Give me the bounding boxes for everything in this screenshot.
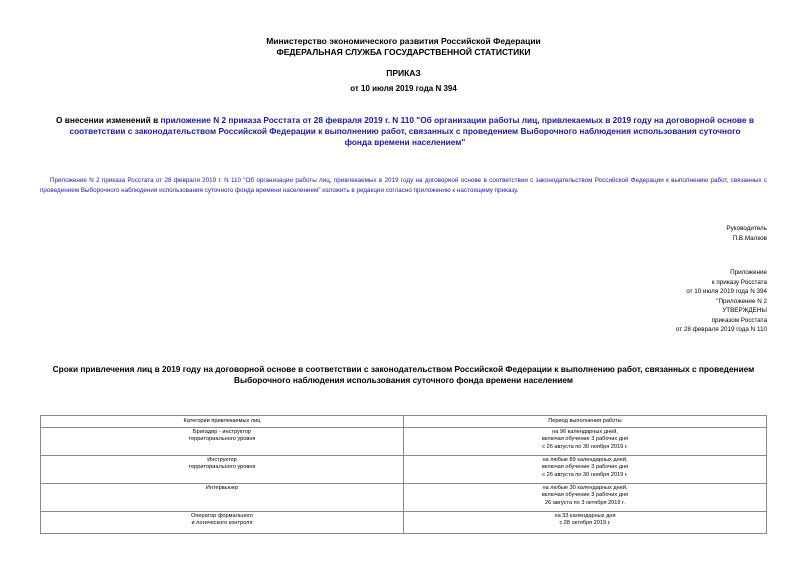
appendix-line-6: приказом Росстата	[711, 316, 767, 324]
cell-text: территориального уровня	[188, 436, 256, 443]
schedule-table	[40, 415, 767, 534]
cell-text: с 26 августа по 30 ноября 2019 г.	[542, 471, 628, 478]
cell-text: с 28 октября 2019 г.	[559, 520, 611, 527]
document-type: ПРИКАЗ	[386, 68, 421, 78]
cell-text: 26 августа по 3 октября 2019 г.	[545, 499, 625, 506]
period-cell	[404, 456, 767, 484]
subject-link[interactable]: приложение N 2 приказа Росстата от 28 февраля 2019 г. N 110 "Об организации работы лиц, привлекаемых в 2019 году на договорной основе в соответствии с законодательством Российской Федерации к выполнению работ, связанных с проведением Выборочного наблюдения использования суточного фонда времени населением"	[69, 115, 754, 147]
table-title: Сроки привлечения лиц в 2019 году на договорной основе в соответствии с законодательством Российской Федерации к выполнению работ, связанных с проведением Выборочного наблюдения использования суточного фонда времени населением	[52, 364, 755, 385]
period-cell	[404, 428, 767, 456]
cell-text: территориального уровня	[188, 464, 256, 471]
table-row	[41, 428, 767, 456]
cell-text: Оператор формального	[190, 513, 254, 520]
period-cell	[404, 512, 767, 534]
table-row	[41, 484, 767, 512]
signatory-name: П.В.Малков	[732, 234, 767, 242]
cell-text: на любые 30 календарных дней,	[542, 485, 628, 492]
ministry-title: Министерство экономического развития Российской Федерации	[266, 36, 541, 46]
table-row	[41, 456, 767, 484]
period-cell	[404, 484, 767, 512]
order-date-number: от 10 июля 2019 года N 394	[350, 84, 457, 93]
signature-block	[726, 224, 767, 243]
order-subject	[55, 115, 755, 148]
subject-prefix: О внесении изменений в	[56, 115, 161, 125]
appendix-line-1: Приложение	[730, 269, 767, 276]
column-header-period: Период выполнения работы	[404, 416, 767, 428]
appendix-line-7: от 28 февраля 2019 года N 110	[675, 326, 767, 333]
cell-text: Интервьюер	[205, 485, 239, 492]
cell-text: включая обучение 3 рабочих дня	[541, 464, 629, 471]
appendix-line-3: от 10 июля 2019 года N 394	[686, 288, 767, 295]
category-cell	[41, 484, 404, 512]
cell-text: Инструктор	[207, 457, 237, 464]
category-cell	[41, 456, 404, 484]
appendix-block	[676, 268, 767, 335]
cell-text: и логического контроля	[191, 520, 253, 527]
appendix-line-2: к приказу Росстата	[711, 278, 767, 286]
table-row	[41, 512, 767, 534]
cell-text: на любые 89 календарных дней,	[542, 457, 628, 464]
category-cell	[41, 512, 404, 534]
signatory-position: Руководитель	[726, 225, 767, 232]
cell-text: Бригадир - инструктор	[192, 429, 252, 436]
cell-text: на 96 календарных дней,	[552, 429, 618, 436]
cell-text: включая обучение 3 рабочих дня	[541, 436, 629, 443]
order-body-link[interactable]: Приложение N 2 приказа Росстата от 28 февраля 2019 г. N 110 "Об организации работы лиц, привлекаемых в 2019 году на договорной основе в соответствии с законодательством Российской Федерации к выполнению работ, связанных с проведением Выборочного наблюдения использования суточного фонда времени населением" изложить в редакции согласно приложению к настоящему приказу.	[40, 177, 767, 194]
column-header-category: Категории привлекаемых лиц	[41, 416, 404, 428]
category-cell	[41, 428, 404, 456]
cell-text: на 33 календарных дня	[554, 513, 616, 520]
service-title: ФЕДЕРАЛЬНАЯ СЛУЖБА ГОСУДАРСТВЕННОЙ СТАТИСТИКИ	[276, 47, 531, 57]
cell-text: включая обучение 3 рабочих дня	[541, 492, 629, 499]
cell-text: с 26 августа по 30 ноября 2019 г.	[542, 443, 628, 450]
appendix-line-4: "Приложение N 2	[716, 297, 767, 305]
appendix-line-5: УТВЕРЖДЕНЫ	[722, 307, 767, 314]
table-header-row	[41, 416, 767, 428]
